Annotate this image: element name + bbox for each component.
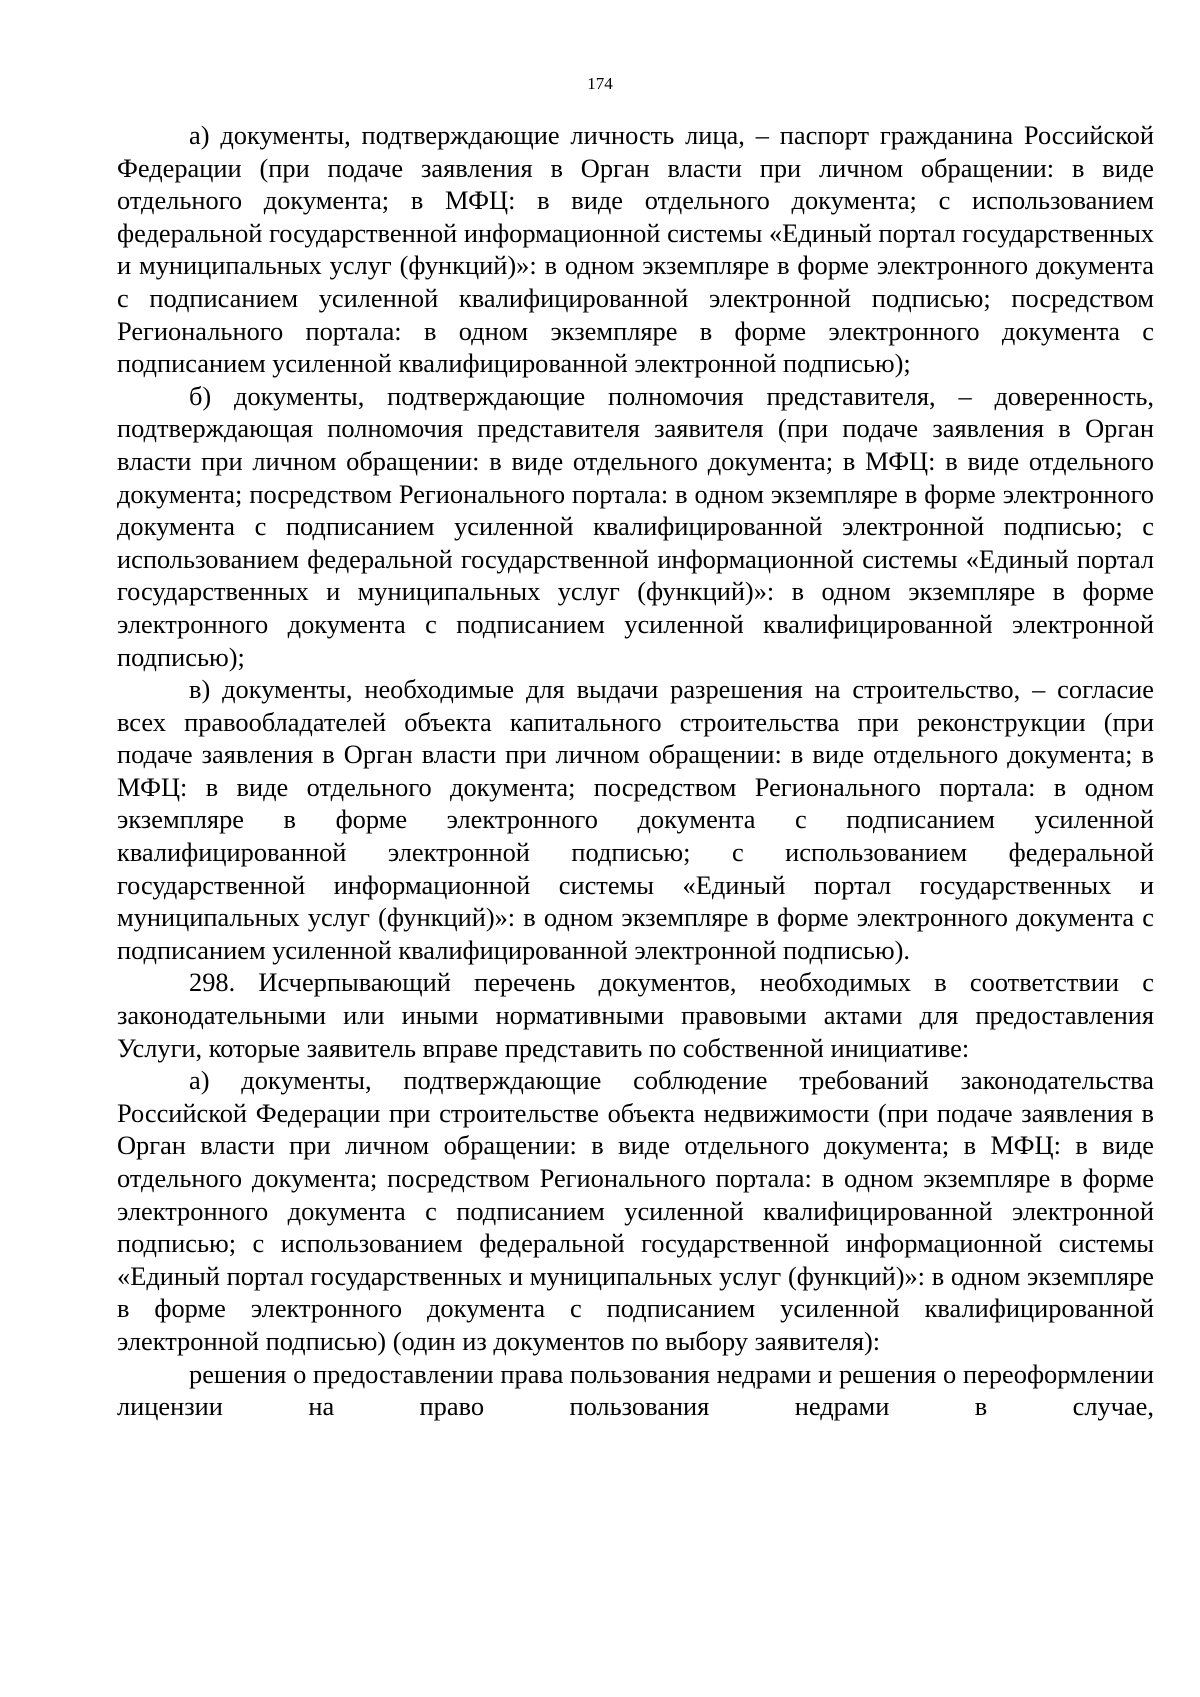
document-body xyxy=(117,119,1154,1423)
page-number: 174 xyxy=(587,74,613,93)
paragraph-representative-documents: б) документы, подтверждающие полномочия представителя, – доверенность, подтверждающая полномочия представителя заявителя (при подаче заявления в Орган власти при личном обращении: в виде отдельного документа; в МФЦ: в виде отдельного документа; посредством Регионального портала: в одном экземпляре в форме электронного документа с подписанием усиленной квалифицированной электронной подписью; с использованием федеральной государственной информационной системы «Единый портал государственных и муниципальных услуг (функций)»: в одном экземпляре в форме электронного документа с подписанием усиленной квалифицированной электронной подписью); xyxy=(117,380,1154,672)
paragraph-subsoil-use-decisions: решения о предоставлении права пользования недрами и решения о переоформлении лицензии на право пользования недрами в случае, xyxy=(117,1358,1154,1422)
paragraph-legislation-compliance-documents: а) документы, подтверждающие соблюдение требований законодательства Российской Федерации при строительстве объекта недвижимости (при подаче заявления в Орган власти при личном обращении: в виде отдельного документа; в МФЦ: в виде отдельного документа; посредством Регионального портала: в одном экземпляре в форме электронного документа с подписанием усиленной квалифицированной электронной подписью; с использованием федеральной государственной информационной системы «Единый портал государственных и муниципальных услуг (функций)»: в одном экземпляре в форме электронного документа с подписанием усиленной квалифицированной электронной подписью) (один из документов по выбору заявителя): xyxy=(117,1065,1154,1356)
paragraph-construction-permit-documents: в) документы, необходимые для выдачи разрешения на строительство, – согласие всех правообладателей объекта капитального строительства при реконструкции (при подаче заявления в Орган власти при личном обращении: в виде отдельного документа; в МФЦ: в виде отдельного документа; посредством Регионального портала: в одном экземпляре в форме электронного документа с подписанием усиленной квалифицированной электронной подписью; с использованием федеральной государственной информационной системы «Единый портал государственных и муниципальных услуг (функций)»: в одном экземпляре в форме электронного документа с подписанием усиленной квалифицированной электронной подписью). xyxy=(117,674,1154,965)
paragraph-passport-documents: а) документы, подтверждающие личность лица, – паспорт гражданина Российской Федерации (при подаче заявления в Орган власти при личном обращении: в виде отдельного документа; в МФЦ: в виде отдельного документа; с использованием федеральной государственной информационной системы «Единый портал государственных и муниципальных услуг (функций)»: в одном экземпляре в форме электронного документа с подписанием усиленной квалифицированной электронной подписью; посредством Регионального портала: в одном экземпляре в форме электронного документа с подписанием усиленной квалифицированной электронной подписью); xyxy=(117,120,1154,379)
paragraph-298-optional-documents: 298. Исчерпывающий перечень документов, необходимых в соответствии с законодательными или иными нормативными правовыми актами для предоставления Услуги, которые заявитель вправе представить по собственной инициативе: xyxy=(117,967,1154,1063)
